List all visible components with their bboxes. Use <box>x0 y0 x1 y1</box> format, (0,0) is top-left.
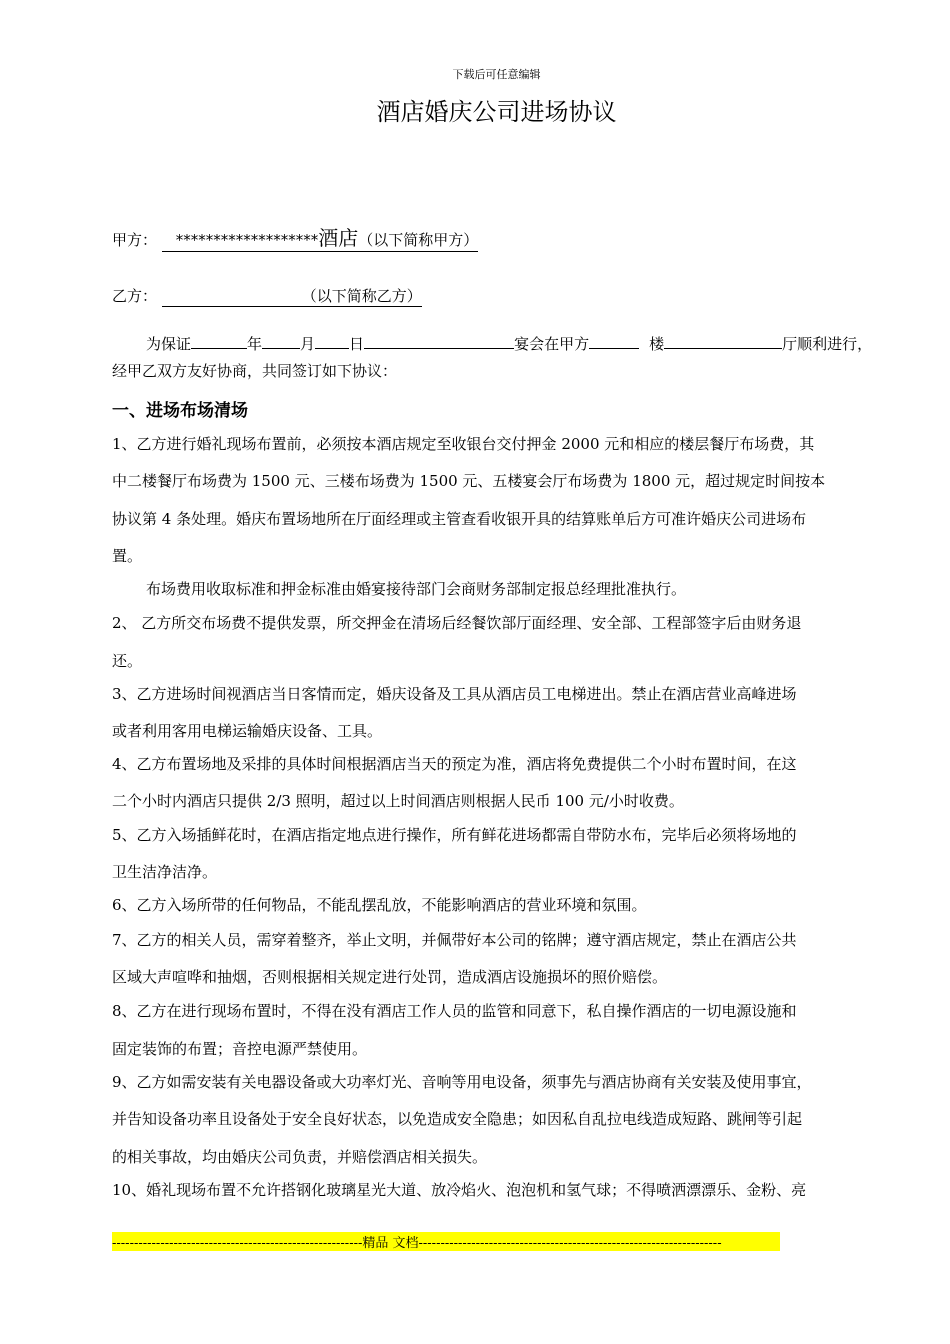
party-a-suffix: （以下简称甲方） <box>358 231 479 249</box>
text-line: 10、婚礼现场布置不允许搭钢化玻璃星光大道、放冷焰火、泡泡机和氢气球；不得喷洒漂漂乐、金粉、亮 <box>112 1181 807 1199</box>
text-line: 布场费用收取标准和押金标准由婚宴接待部门会商财务部制定报总经理批准执行。 <box>146 580 687 598</box>
party-a-hotel: 酒店 <box>318 226 359 250</box>
text-line: 9、乙方如需安装有关电器设备或大功率灯光、音响等用电设备，须事先与酒店协商有关安装及使用事宜， <box>112 1073 812 1091</box>
party-b-suffix: （以下简称乙方） <box>301 287 422 305</box>
intro-line-1: 为保证 年 月 日 宴会在甲方 楼 厅顺利进行， <box>146 335 873 353</box>
text-line: 8、乙方在进行现场布置时，不得在没有酒店工作人员的监管和同意下，私自操作酒店的一切电源设施和 <box>112 1002 797 1020</box>
text-line: 1、乙方进行婚礼现场布置前，必须按本酒店规定至收银台交付押金 2000 元和相应的楼层餐厅布场费，其 <box>112 435 815 453</box>
text-line: 协议第 4 条处理。婚庆布置场地所在厅面经理或主管查看收银开具的结算账单后方可准许婚庆公司进场布 <box>112 510 807 528</box>
page-title: 酒店婚庆公司进场协议 <box>376 98 617 126</box>
footer-banner: ---------------------------------------------------------精品 文档--------------------------------------------------------------------- <box>112 1232 780 1251</box>
text-line: 区域大声喧哗和抽烟，否则根据相关规定进行处罚，造成酒店设施损坏的照价赔偿。 <box>112 968 668 986</box>
text-line: 3、乙方进场时间视酒店当日客情而定，婚庆设备及工具从酒店员工电梯进出。禁止在酒店营业高峰进场 <box>112 685 797 703</box>
party-a-fill <box>162 222 479 252</box>
text-line: 并告知设备功率且设备处于安全良好状态，以免造成安全隐患；如因私自乱拉电线造成短路、跳闸等引起 <box>112 1110 803 1128</box>
party-b-label: 乙方： <box>112 287 158 305</box>
section-heading: 一、进场布场清场 <box>112 401 248 421</box>
party-b-line <box>112 285 422 307</box>
download-note: 下载后可任意编辑 <box>452 68 541 81</box>
text-line: 固定装饰的布置；音控电源严禁使用。 <box>112 1040 368 1058</box>
text-line: 还。 <box>112 652 143 670</box>
party-a-line <box>112 222 478 252</box>
text-line: 卫生洁净洁净。 <box>112 863 218 881</box>
text-line: 5、乙方入场插鲜花时，在酒店指定地点进行操作，所有鲜花进场都需自带防水布，完毕后必须将场地的 <box>112 826 797 844</box>
text-line: 的相关事故，均由婚庆公司负责，并赔偿酒店相关损失。 <box>112 1148 488 1166</box>
party-a-label: 甲方： <box>112 231 158 249</box>
text-line: 二个小时内酒店只提供 2/3 照明，超过以上时间酒店则根据人民币 100 元/小时收费。 <box>112 792 684 810</box>
text-line: 2、 乙方所交布场费不提供发票，所交押金在清场后经餐饮部厅面经理、安全部、工程部签字后由财务退 <box>112 614 802 632</box>
text-line: 或者利用客用电梯运输婚庆设备、工具。 <box>112 722 383 740</box>
text-line: 6、乙方入场所带的任何物品，不能乱摆乱放，不能影响酒店的营业环境和氛围。 <box>112 896 647 914</box>
text-line: 7、乙方的相关人员，需穿着整齐，举止文明，并佩带好本公司的铭牌；遵守酒店规定，禁止在酒店公共 <box>112 931 797 949</box>
party-a-stars: ******************* <box>175 231 319 249</box>
text-line: 4、乙方布置场地及采排的具体时间根据酒店当天的预定为准，酒店将免费提供二个小时布置时间，在这 <box>112 755 797 773</box>
text-line: 中二楼餐厅布场费为 1500 元、三楼布场费为 1500 元、五楼宴会厅布场费为 1800 元，超过规定时间按本 <box>112 472 826 490</box>
intro-line-2: 经甲乙双方友好协商，共同签订如下协议： <box>112 362 398 380</box>
party-b-fill <box>162 285 422 307</box>
text-line: 置。 <box>112 547 143 565</box>
